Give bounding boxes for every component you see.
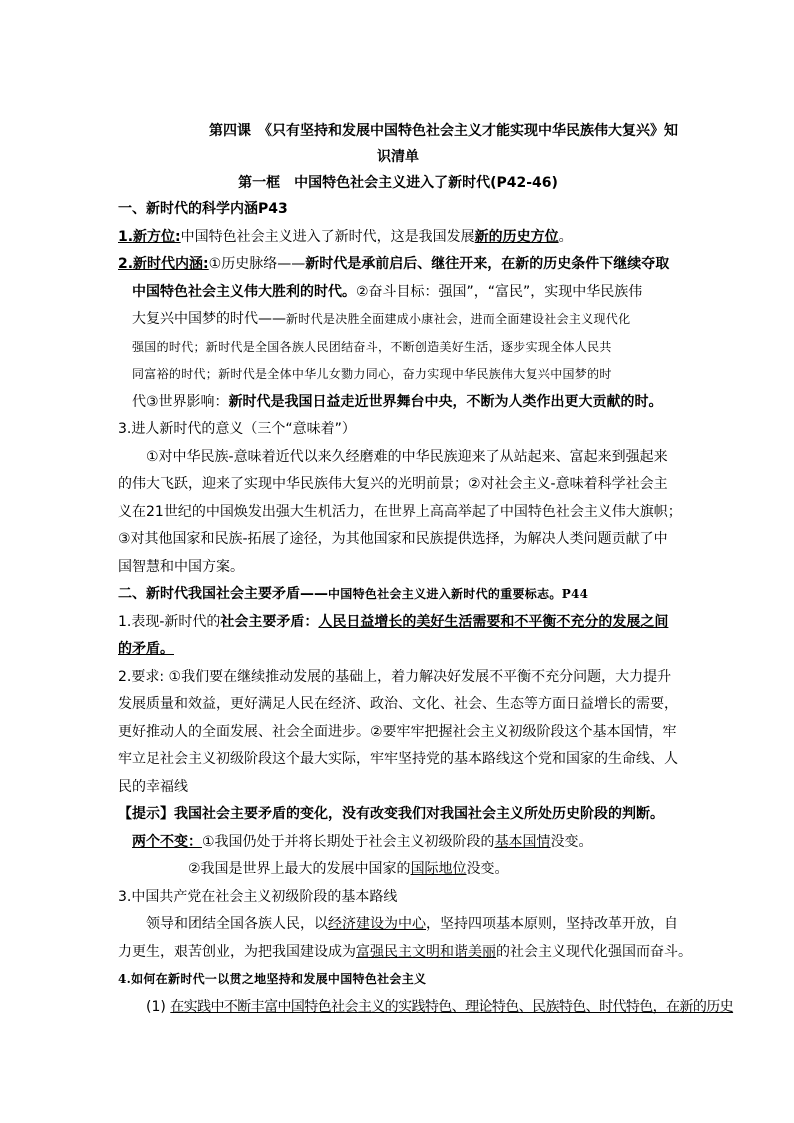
s2-tip-label: 【提示】 bbox=[118, 806, 174, 822]
s2-item1-line2: 的矛盾。 bbox=[118, 641, 174, 657]
s1-item2-label: 2.新时代内涵: bbox=[118, 256, 209, 272]
s2-item4-p1a: (1) bbox=[146, 998, 171, 1015]
s1-item2-e: 大复兴中国梦的时代—— bbox=[132, 311, 286, 327]
lesson-title-line1: 第四课 《只有坚持和发展中国特色社会主义才能实现中华民族伟大复兴》知 bbox=[209, 123, 678, 139]
s1-item2-b: 新时代是承前启后、继往开来，在新的历史条件下继续夺取 bbox=[305, 256, 670, 272]
s2-two-a1: ①我国仍处于并将长期处于社会主义初级阶段的 bbox=[202, 833, 495, 850]
s2-item1-c: 人民日益增长的美好生活需要和不平衡不充分的发展之间 bbox=[318, 613, 669, 630]
s1-item1-bold: 新的历史方位 bbox=[474, 228, 559, 245]
s2-heading: 二、新时代我国社会主要矛盾—— bbox=[118, 586, 328, 602]
s1-item3-line3: 义在21世纪的中国焕发出强大生机活力，在世界上高高举起了中国特色社会主义伟大旗帜； bbox=[118, 503, 682, 520]
s2-item3-p1b: 经济建设为中心 bbox=[328, 916, 426, 932]
s2-item3-line1 bbox=[118, 911, 678, 939]
s1-item2-line4: 强国的时代；新时代是全国各族人民团结奋斗，不断创造美好生活，逐步实现全体人民共 bbox=[132, 339, 612, 354]
s1-item3-line2: 的伟大飞跃，迎来了实现中华民族伟大复兴的光明前景；②对社会主义-意味着科学社会主 bbox=[118, 476, 668, 492]
s1-item1 bbox=[118, 224, 678, 252]
s2-item1-a: 1.表现-新时代的 bbox=[118, 613, 221, 630]
s1-item2-f: 新时代是决胜全面建成小康社会，进而全面建设社会主义现代化 bbox=[286, 312, 631, 326]
s2-item2-line4: 牢立足社会主义初级阶段这个最大实际，牢牢坚持党的基本路线这个党和国家的生命线、人 bbox=[118, 751, 678, 767]
s1-item2-line3 bbox=[118, 306, 678, 334]
document-content bbox=[118, 118, 734, 1021]
s2-item4-line1 bbox=[118, 994, 734, 1022]
s1-item1-label: 1.新方位: bbox=[118, 228, 181, 245]
heading-section-1: 一、新时代的科学内涵P43 bbox=[118, 201, 288, 217]
s2-heading-tail: 中国特色社会主义进入新时代的重要标志。P44 bbox=[328, 587, 589, 601]
s1-item3-line4: ③对其他国家和民族-拓展了途径，为其他国家和民族提供选择，为解决人类问题贡献了中 bbox=[118, 531, 668, 547]
heading-section-2 bbox=[118, 581, 678, 609]
s2-tip-text: 我国社会主要矛盾的变化，没有改变我们对我国社会主义所处历史阶段的判断。 bbox=[174, 806, 664, 822]
s1-item1-text: 中国特色社会主义进入了新时代，这是我国发展 bbox=[180, 228, 475, 245]
s1-item3-line5: 国智慧和中国方案。 bbox=[118, 558, 244, 575]
s2-two-a3: 没变。 bbox=[550, 833, 593, 850]
s1-item2-j: ③世界影响： bbox=[146, 393, 229, 410]
s1-item2-a: ①历史脉络—— bbox=[208, 256, 306, 272]
s1-item2-line2 bbox=[118, 279, 678, 307]
s1-item2-line6 bbox=[118, 389, 678, 417]
s2-item3-label: 3.中国共产党在社会主义初级阶段的基本路线 bbox=[118, 888, 398, 905]
s2-item4-label: 4.如何在新时代一以贯之地坚持和发展中国特色社会主义 bbox=[118, 972, 427, 986]
lesson-title-line2: 识清单 bbox=[377, 149, 419, 165]
s2-two-b2: 国际地位 bbox=[410, 861, 467, 877]
s2-two-b3: 没变。 bbox=[466, 861, 509, 877]
s2-two-a2: 基本国情 bbox=[494, 833, 551, 850]
s2-two-unchanged-2 bbox=[118, 856, 678, 884]
s1-item2-k: 新时代是我国日益走近世界舞台中央，不断为人类作出更大贡献的时。 bbox=[228, 393, 663, 410]
s2-item2-line1: 2.要求: ①我们要在继续推动发展的基础上，着力解决好发展不平衡不充分问题，大力提升 bbox=[118, 668, 672, 685]
s2-item1-line1 bbox=[118, 609, 678, 637]
s2-item2-line3: 更好推动人的全面发展、社会全面进步。②要牢牢把握社会主义初级阶段这个基本国情，牢 bbox=[118, 723, 677, 740]
s2-item2-line5: 民的幸福线 bbox=[118, 778, 188, 795]
s2-two-label: 两个不变： bbox=[132, 833, 202, 850]
s1-item2-line5: 同富裕的时代；新时代是全体中华儿女勠力同心，奋力实现中华民族伟大复兴中国梦的时 bbox=[132, 367, 612, 381]
s2-item4-p1b: 在实践中不断丰富中国特色社会主义的实践特色、理论特色、民族特色、时代特色，在新的历史 bbox=[170, 998, 734, 1015]
s2-item2-line2: 发展质量和效益，更好满足人民在经济、政治、文化、社会、生态等方面日益增长的需要， bbox=[118, 696, 678, 712]
s1-item2-i: 代 bbox=[132, 393, 146, 410]
s1-item1-end: 。 bbox=[558, 228, 573, 245]
s1-item2-c: 中国特色社会主义伟大胜利的时代。 bbox=[132, 283, 356, 300]
s2-two-b1: ②我国是世界上最大的发展中国家的 bbox=[188, 861, 411, 877]
s1-item2-d: ②奋斗目标：强国”，“富民”，实现中华民族伟 bbox=[356, 283, 643, 300]
s1-item2-line1 bbox=[118, 251, 678, 279]
s1-item3-label: 3.进人新时代的意义（三个“意味着”） bbox=[118, 421, 356, 437]
s2-item1-b: 社会主要矛盾： bbox=[220, 613, 319, 630]
s2-tip bbox=[118, 801, 678, 829]
s2-item3-p1a: 领导和团结全国各族人民，以 bbox=[146, 916, 328, 932]
s2-item3-p1c: ，坚持四项基本原则，坚持改革开放，自 bbox=[426, 916, 678, 932]
s1-item3-line1: ①对中华民族-意味着近代以来久经磨难的中华民族迎来了从站起来、富起来到强起来 bbox=[146, 448, 668, 465]
s2-item3-p2c: 的社会主义现代化强国而奋斗。 bbox=[496, 943, 692, 960]
s2-two-unchanged-1 bbox=[118, 829, 678, 857]
s2-item3-line2 bbox=[118, 939, 692, 967]
section-subtitle: 第一框 中国特色社会主义进入了新时代(P42-46) bbox=[238, 175, 558, 191]
s2-item3-p2b: 富强民主文明和谐美丽 bbox=[356, 943, 496, 960]
s2-item3-p2a: 力更生，艰苦创业，为把我国建设成为 bbox=[118, 943, 356, 960]
